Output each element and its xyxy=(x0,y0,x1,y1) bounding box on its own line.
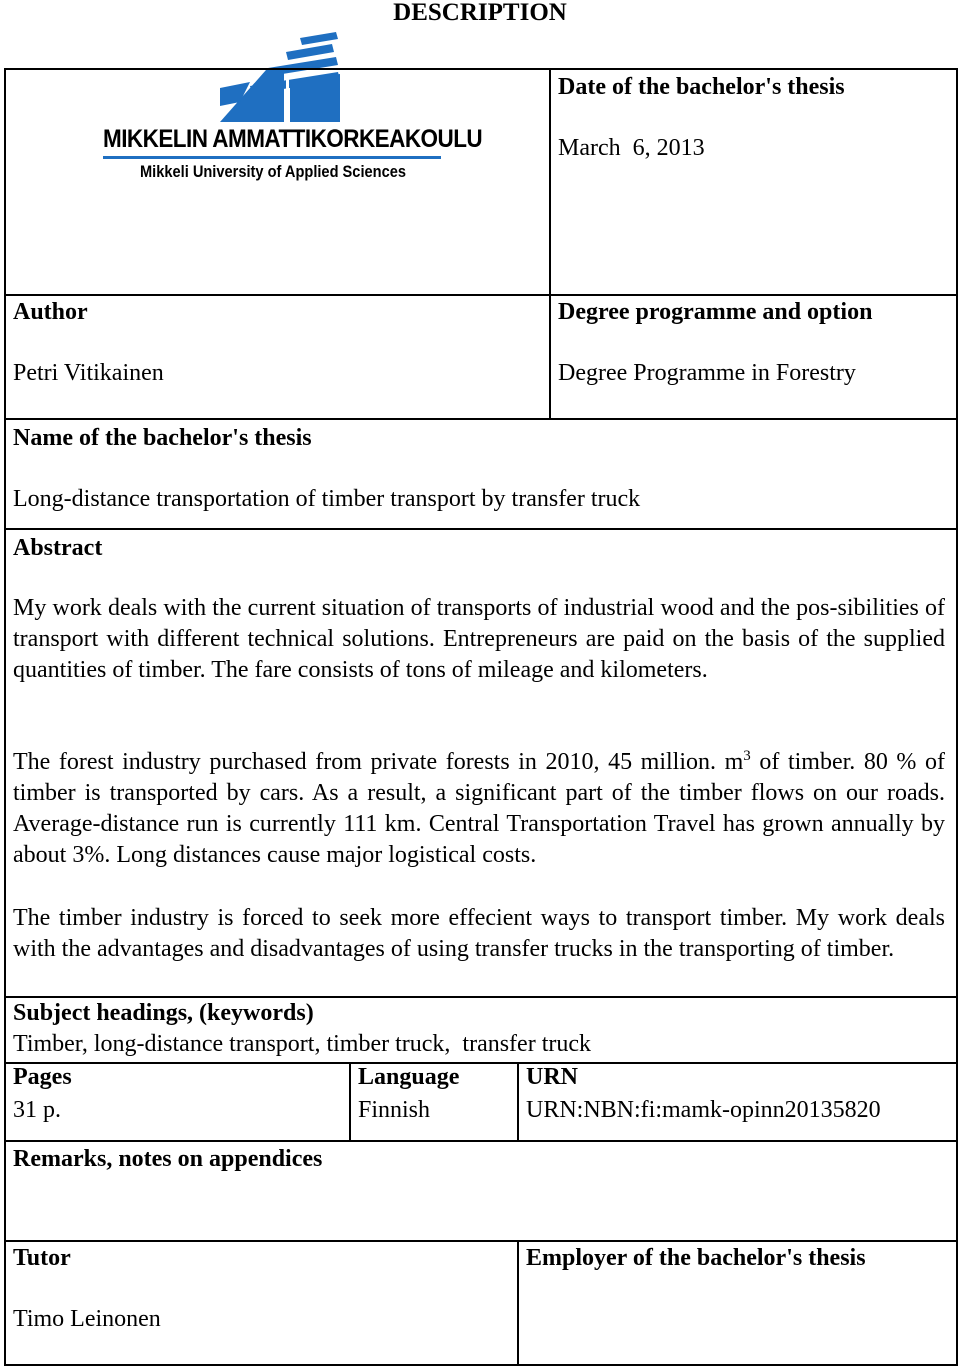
row-divider xyxy=(6,1140,956,1142)
abstract-paragraph-2-end: of timber. 80 % of timber is transported by cars. As a result, a significant part of the timber flows on our roads. Average-distance run is currently 111 km. Central Transportation Travel has grown annually by about 3%. Long distances cause major logistical costs. xyxy=(13,749,945,868)
abstract-paragraph-2-start: The forest industry purchased from private forests in 2010, 45 million. m xyxy=(13,749,744,775)
logo-name-en: Mikkeli University of Applied Sciences xyxy=(140,162,406,181)
column-divider xyxy=(349,1062,351,1142)
row-divider xyxy=(6,1062,956,1064)
urn-value: URN:NBN:fi:mamk-opinn20135820 xyxy=(526,1097,881,1123)
page-title: DESCRIPTION xyxy=(393,0,567,26)
abstract-label: Abstract xyxy=(13,535,103,561)
column-divider xyxy=(517,1240,519,1366)
row-divider xyxy=(6,996,956,998)
degree-label: Degree programme and option xyxy=(558,299,873,325)
language-label: Language xyxy=(358,1064,460,1090)
date-value: March 6, 2013 xyxy=(558,135,705,161)
thesis-name-label: Name of the bachelor's thesis xyxy=(13,425,312,451)
pages-value: 31 p. xyxy=(13,1097,61,1123)
abstract-paragraph-1: My work deals with the current situation of transports of industrial wood and the pos-sibilities of transport with different technical solutions. Entrepreneurs are paid on the basis of the supplied quantities of timber. The fare consists of tons of mileage and kilometers. xyxy=(13,595,945,683)
author-value: Petri Vitikainen xyxy=(13,360,164,386)
abstract-paragraph-2 xyxy=(13,747,945,871)
thesis-name-value: Long-distance transportation of timber transport by transfer truck xyxy=(13,486,641,512)
tutor-label: Tutor xyxy=(13,1245,71,1271)
language-value: Finnish xyxy=(358,1097,431,1123)
abstract-paragraph-3: The timber industry is forced to seek more effecient ways to transport timber. My work deals with the advantages and disadvantages of using transfer trucks in the transporting of timber. xyxy=(13,905,945,962)
degree-value: Degree Programme in Forestry xyxy=(558,360,856,386)
urn-label: URN xyxy=(526,1064,578,1090)
column-divider xyxy=(549,70,551,420)
remarks-label: Remarks, notes on appendices xyxy=(13,1146,323,1172)
row-divider xyxy=(6,294,956,296)
date-label: Date of the bachelor's thesis xyxy=(558,74,845,100)
row-divider xyxy=(6,528,956,530)
column-divider xyxy=(517,1062,519,1142)
cubic-superscript: 3 xyxy=(743,748,751,764)
row-divider xyxy=(6,1240,956,1242)
logo-name-fi: MIKKELIN AMMATTIKORKEAKOULU xyxy=(103,125,483,153)
tutor-value: Timo Leinonen xyxy=(13,1306,161,1332)
keywords-label: Subject headings, (keywords) xyxy=(13,1000,314,1026)
keywords-value: Timber, long-distance transport, timber truck, transfer truck xyxy=(13,1031,592,1057)
row-divider xyxy=(6,418,956,420)
author-label: Author xyxy=(13,299,88,325)
pages-label: Pages xyxy=(13,1064,72,1090)
employer-label: Employer of the bachelor's thesis xyxy=(526,1245,866,1271)
